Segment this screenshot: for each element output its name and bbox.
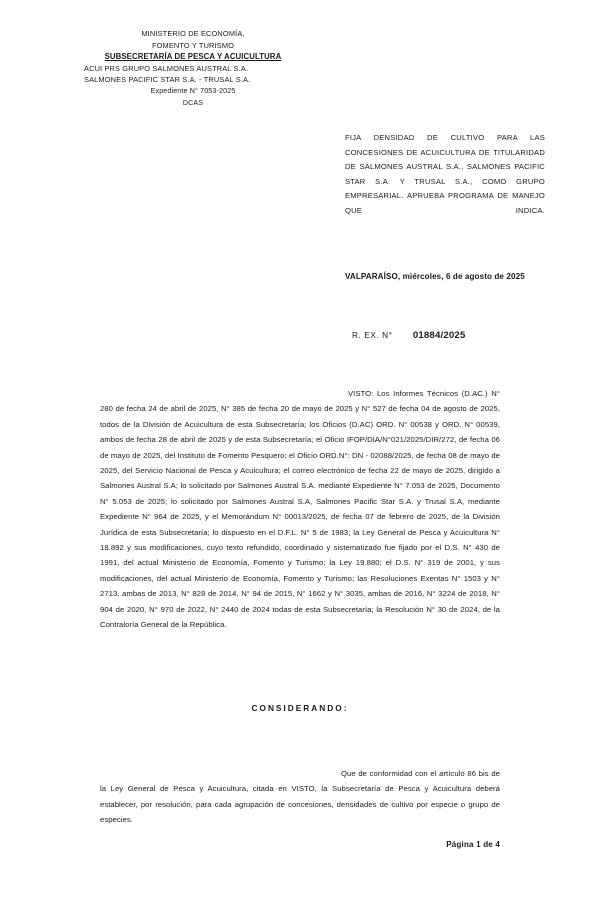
reference-code-line: DCAS [182,98,204,107]
ministry-line-2: FOMENTO Y TURISMO [151,40,235,50]
resolution-number-value: 01884/2025 [412,330,466,341]
subsecretaria-line: SUBSECRETARÍA DE PESCA Y ACUICULTURA [104,52,282,62]
resolution-title-text: FIJA DENSIDAD DE CULTIVO PARA LAS CONCESIONES DE ACUICULTURA DE TITULARIDAD DE SALMONES AUSTRAL S.A., SALMONES PACIFIC STAR S.A. Y TRUSAL S.A., COMO GRUPO EMPRESARIAL. APRUEBA PROGRAMA DE MANEJO QUE INDICA. [345,133,545,215]
visto-paragraph: VISTO: Los Informes Técnicos (D.AC.) N° 280 de fecha 24 de abril de 2025, N° 385 de fecha 20 de mayo de 2025 y N° 527 de fecha 04 de agosto de 2025, todos de la División de Acuicultura de esta Subsecretaría; los Oficios (D.AC) ORD. N° 00538 y ORD. N° 00539, ambos de fecha 28 de abril de 2025 y de esta Subsecretaría; el Oficio IFOP/DIA/N°021/2025/DIR/272, de fecha 06 de mayo de 2025, del Instituto de Fomento Pesquero; el Oficio ORD.N°: DN - 02088/2025, de fecha 08 de mayo de 2025, del Servicio Nacional de Pesca y Acuicultura; el correo electrónico de fecha 22 de mayo de 2025, dirigido a Salmones Austral S.A; lo solicitado por Salmones Austral S.A. mediante Expediente N° 7.053 de 2025, Documento N° 5.053 de 2025; lo solicitado por Salmones Austral S.A, Salmones Pacific Star S.A. y Trusal S.A, mediante Expediente N° 964 de 2025, y el Memorándum N° 00013/2025, de fecha 07 de febrero de 2025, de la División Jurídica de esta Subsecretaría; lo dispuesto en el D.F.L. N° 5 de 1983; la Ley General de Pesca y Acuicultura N° 18.892 y sus modificaciones, cuyo texto refundido, coordinado y sistematizado fue fijado por el D.S. N° 430 de 1991, del actual Ministerio de Economía, Fomento y Turismo; la Ley 19.880; el D.S. N° 319 de 2001, y sus modificaciones, del actual Ministerio de Economía, Fomento y Turismo; las Resoluciones Exentas N° 1503 y N° 2713, ambas de 2013, N° 828 de 2014, N° 94 de 2015, N° 1662 y N° 3035, ambas de 2016, N° 3224 de 2018, N° 904 de 2020, N° 970 de 2022, N° 2440 de 2024 todas de esta Subsecretaría; la Resolución N° 30 de 2024, de la Contraloría General de la República. [100,389,500,630]
company-names-line: SALMONES PACIFIC STAR S.A. - TRUSAL S.A. [84,75,251,85]
considerando-section [100,766,500,828]
place-and-date [345,272,555,281]
considerando-heading: CONSIDERANDO: [251,703,349,713]
expediente-line: Expediente N° 7053-2025 [150,86,236,95]
resolution-title-block [345,131,545,219]
city-label: VALPARAÍSO, [345,272,401,281]
company-group-line: ACUI PRS GRUPO SALMONES AUSTRAL S.A. [84,63,249,73]
resolution-number-label: R. EX. N° [352,331,393,340]
visto-section [100,386,500,633]
page-number-footer: Página 1 de 4 [446,840,500,849]
date-label: miércoles, 6 de agosto de 2025 [402,272,525,281]
considerando-paragraph: Que de conformidad con el artículo 86 bis de la Ley General de Pesca y Acuicultura, citada en VISTO, la Subsecretaría de Pesca y Acuicultura deberá establecer, por resolución, para cada agrupación de concesiones, densidades de cultivo por especie o grupo de especies. [100,769,500,825]
ministry-line-1: MINISTERIO DE ECONOMÍA, [141,29,245,38]
resolution-number-row [352,330,552,341]
letterhead [78,28,308,109]
